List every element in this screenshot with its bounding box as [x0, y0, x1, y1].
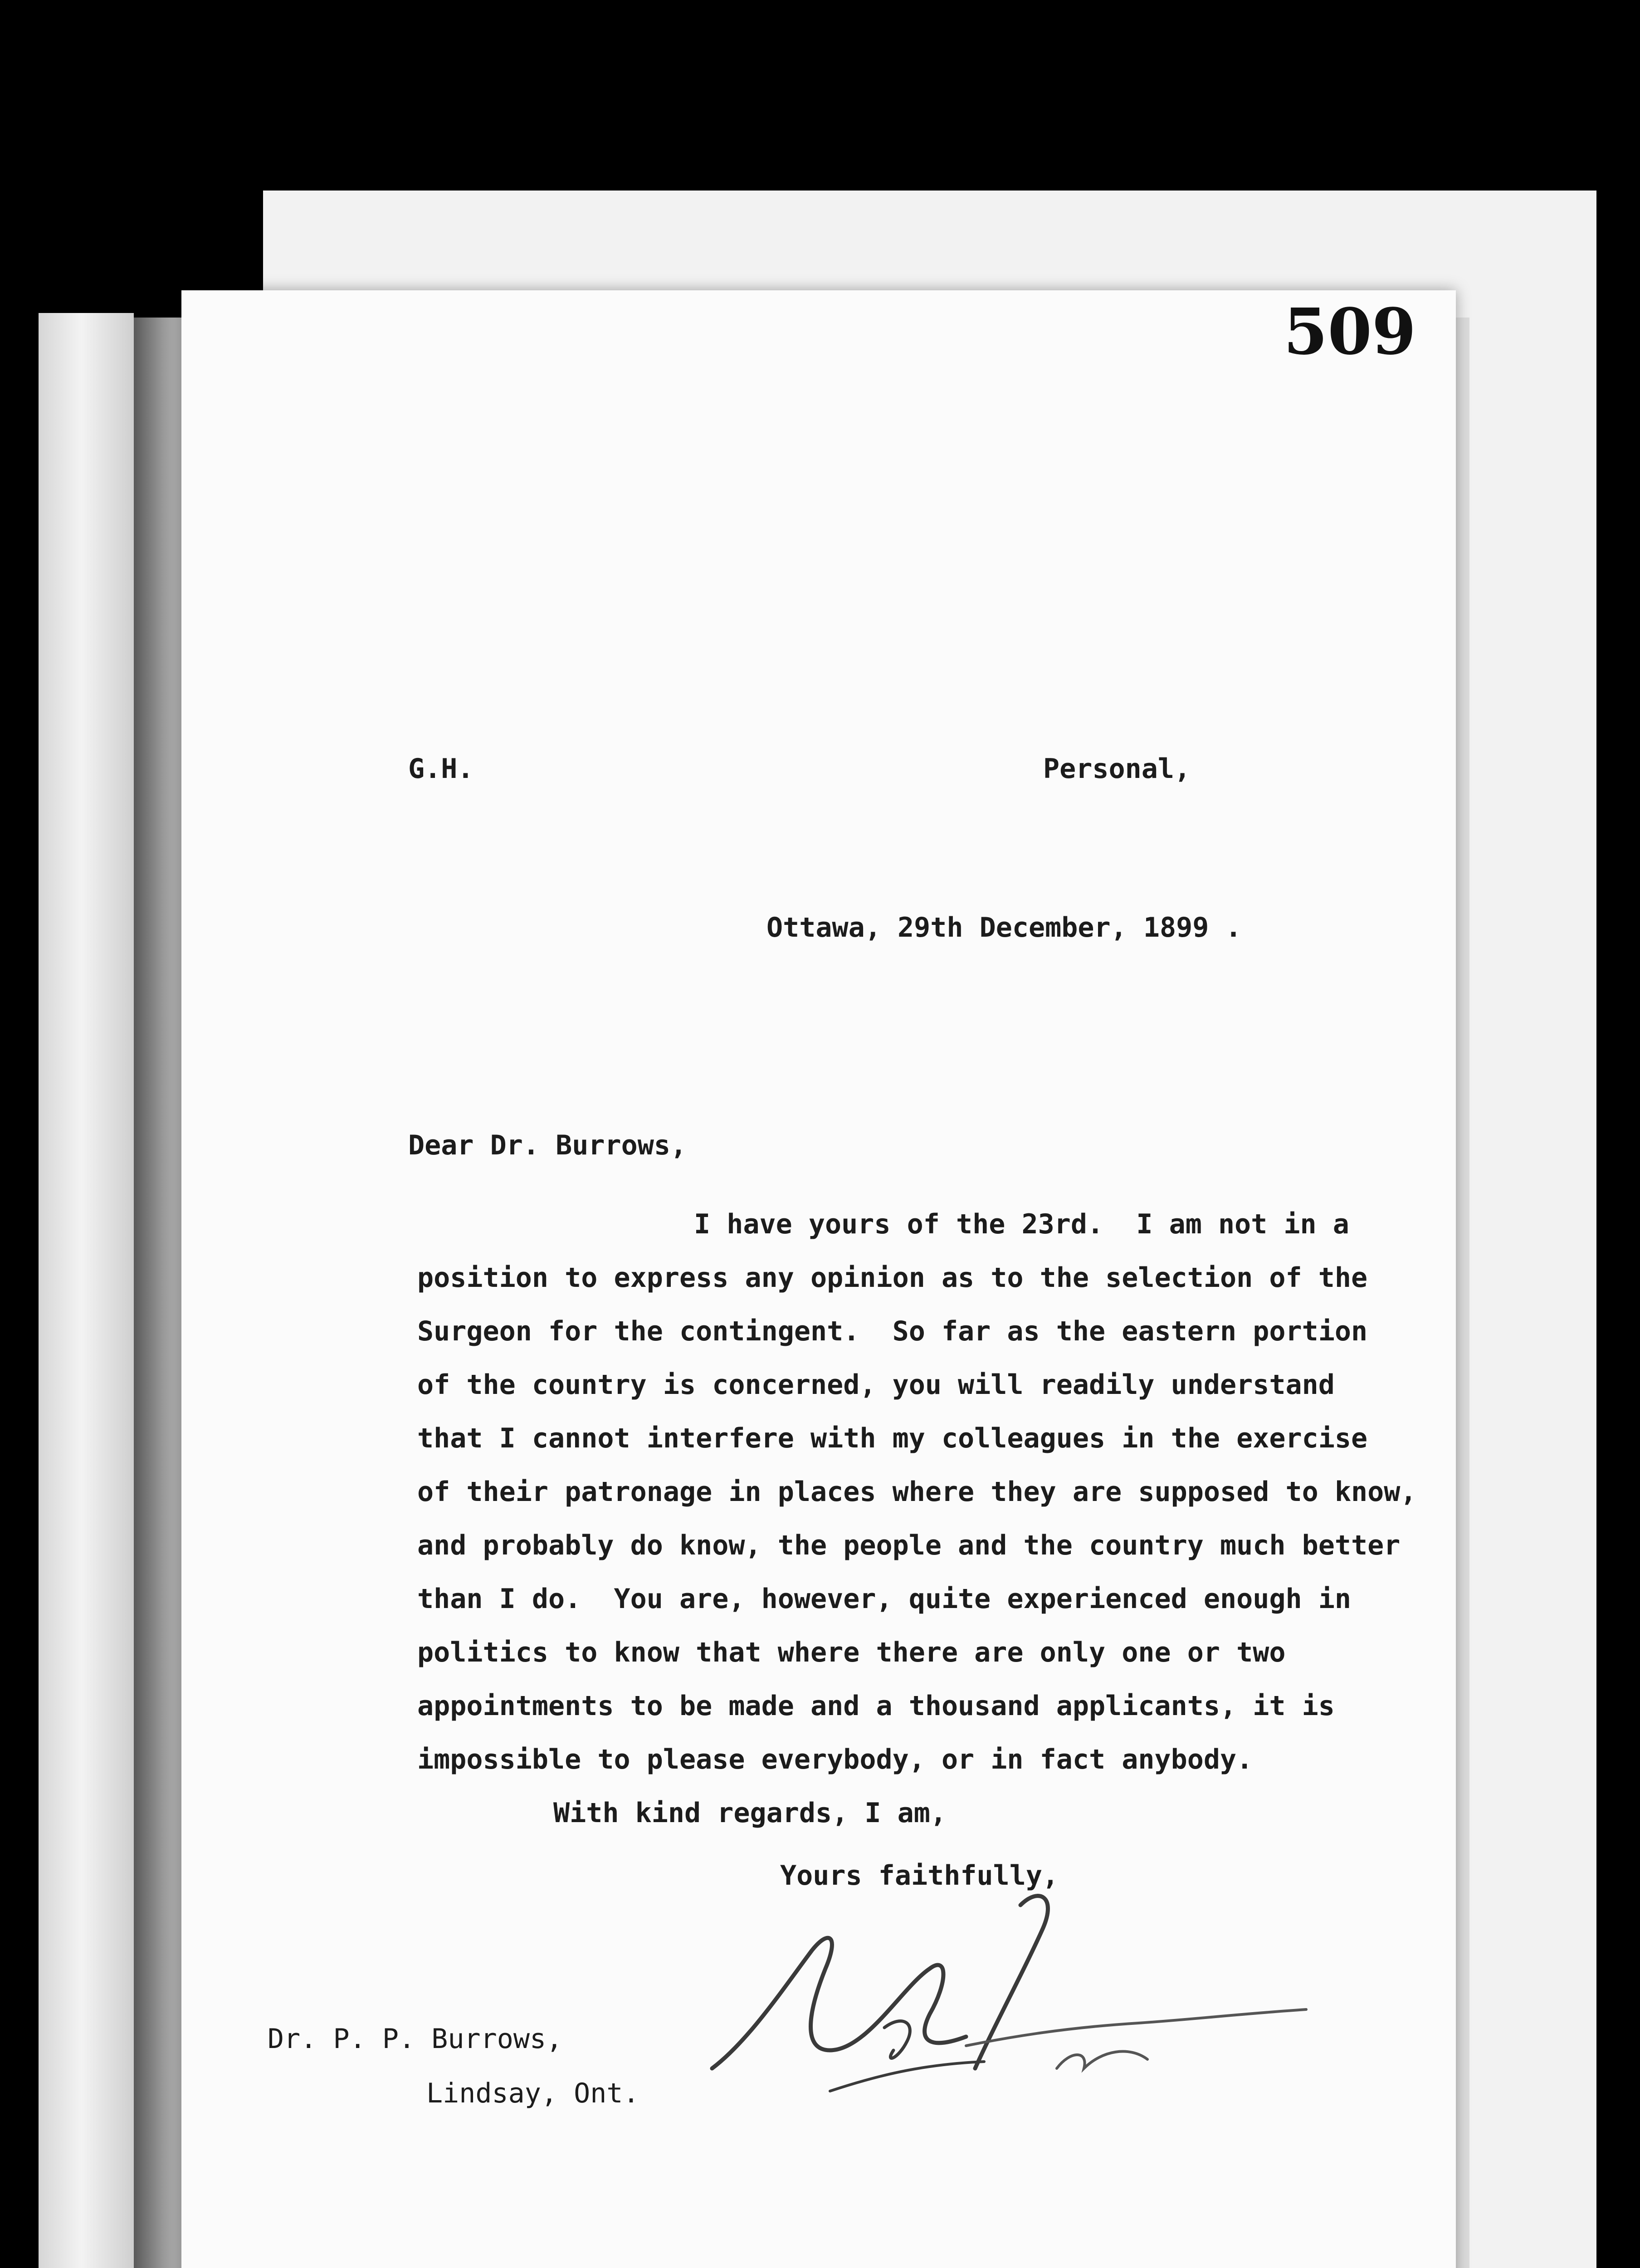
body-line: of the country is concerned, you will readily understand: [417, 1369, 1335, 1401]
page-number: 509: [1284, 295, 1416, 369]
valediction: Yours faithfully,: [780, 1860, 1059, 1892]
body-line: appointments to be made and a thousand applicants, it is: [417, 1690, 1335, 1722]
body-line: of their patronage in places where they are supposed to know,: [417, 1476, 1417, 1508]
recipient-name: Dr. P. P. Burrows,: [268, 2023, 563, 2055]
body-line: that I cannot interfere with my colleagues in the exercise: [417, 1422, 1368, 1454]
body-line: than I do. You are, however, quite experienced enough in: [417, 1583, 1352, 1615]
body-line: Surgeon for the contingent. So far as the eastern portion: [417, 1315, 1368, 1347]
dateline: Ottawa, 29th December, 1899 .: [766, 912, 1242, 943]
header-marking: Personal,: [1043, 753, 1191, 785]
closing-line: With kind regards, I am,: [553, 1797, 947, 1829]
recipient-location: Lindsay, Ont.: [426, 2077, 639, 2109]
signature: [694, 1878, 1352, 2159]
body-line: impossible to please everybody, or in fact anybody.: [417, 1744, 1253, 1775]
header-initials: G.H.: [408, 753, 474, 785]
body-line: I have yours of the 23rd. I am not in a: [694, 1208, 1349, 1240]
body-line: position to express any opinion as to the selection of the: [417, 1262, 1368, 1294]
salutation: Dear Dr. Burrows,: [408, 1129, 687, 1161]
letter-body: [417, 1198, 1417, 1840]
body-line: politics to know that where there are only one or two: [417, 1637, 1286, 1668]
binding-strip: [39, 313, 134, 2268]
body-line: and probably do know, the people and the country much better: [417, 1530, 1401, 1561]
binding-shadow: [134, 318, 184, 2268]
